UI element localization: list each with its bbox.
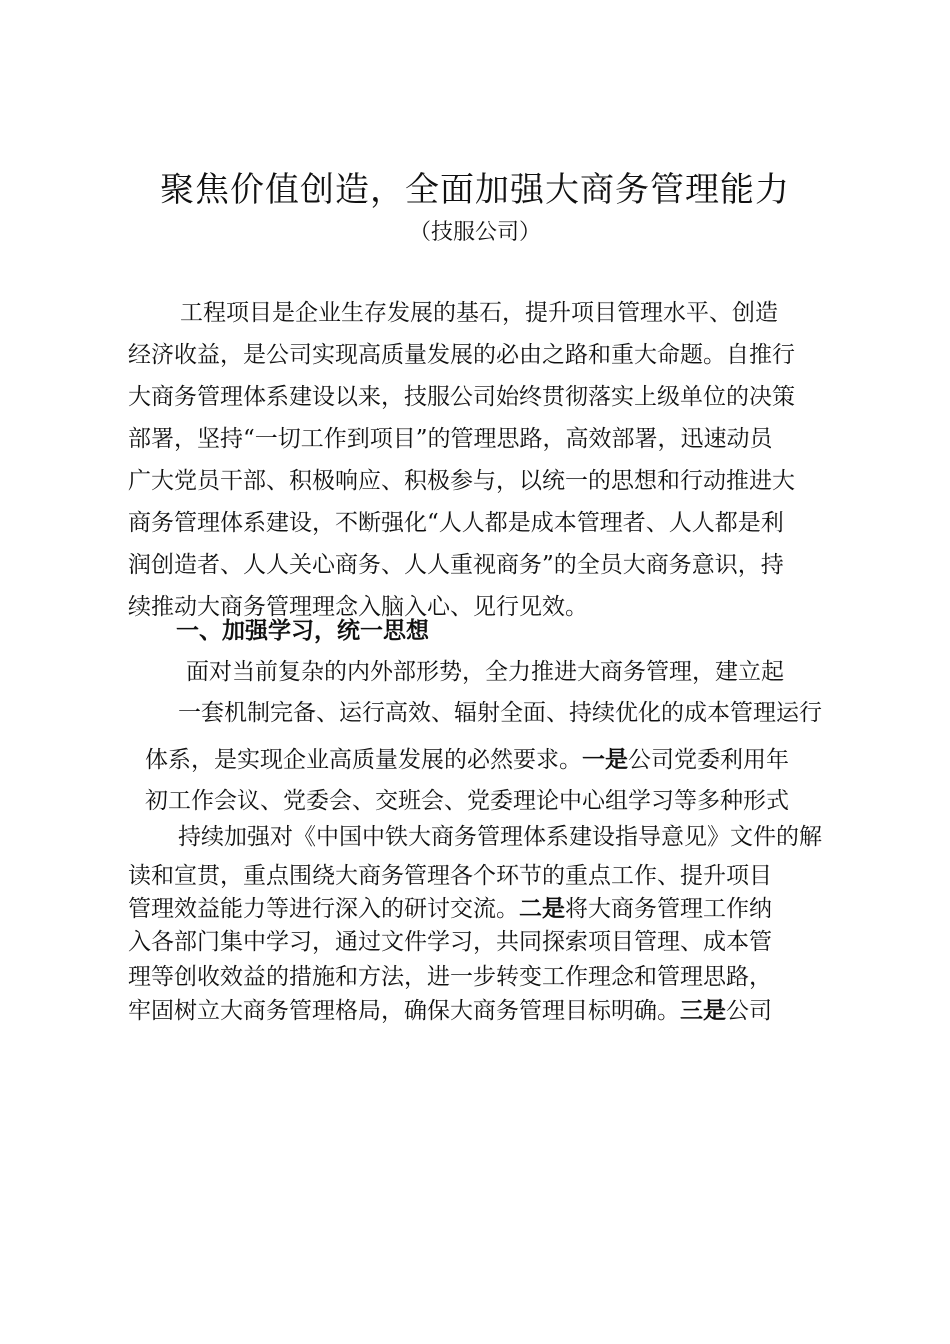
document-subtitle: （技服公司）	[408, 220, 541, 245]
paragraph-line	[145, 744, 789, 776]
paragraph-line: 一套机制完备、运行高效、辐射全面、持续优化的成本管理运行	[178, 700, 822, 726]
paragraph-text: 公司	[726, 998, 772, 1024]
paragraph-line: 读和宣贯，重点围绕大商务管理各个环节的重点工作、提升项目	[128, 863, 772, 889]
paragraph-line	[128, 893, 772, 925]
paragraph-line: 持续加强对《中国中铁大商务管理体系建设指导意见》文件的解	[178, 824, 822, 850]
paragraph-line: 大商务管理体系建设以来，技服公司始终贯彻落实上级单位的决策	[128, 384, 795, 410]
document-title: 聚焦价值创造，全面加强大商务管理能力	[160, 170, 790, 210]
paragraph-text: 体系，是实现企业高质量发展的必然要求。	[145, 747, 582, 773]
paragraph-line: 润创造者、人人关心商务、人人重视商务”的全员大商务意识，持	[128, 552, 784, 578]
emphasis-text: 三是	[680, 998, 726, 1024]
paragraph-text: 将大商务管理工作纳	[565, 896, 772, 922]
paragraph-line: 工程项目是企业生存发展的基石，提升项目管理水平、创造	[180, 300, 778, 326]
paragraph-line: 理等创收效益的措施和方法，进一步转变工作理念和管理思路，	[128, 964, 772, 990]
emphasis-text: 二是	[519, 896, 565, 922]
paragraph-text: 公司党委利用年	[628, 747, 789, 773]
paragraph-text: 管理效益能力等进行深入的研讨交流。	[128, 896, 519, 922]
section-heading: 一、加强学习，统一思想	[176, 618, 429, 644]
paragraph-text: 牢固树立大商务管理格局，确保大商务管理目标明确。	[128, 998, 680, 1024]
paragraph-line: 部署，坚持“一切工作到项目”的管理思路，高效部署，迅速动员	[128, 426, 773, 452]
paragraph-line: 商务管理体系建设，不断强化“人人都是成本管理者、人人都是利	[128, 510, 784, 536]
paragraph-line: 经济收益，是公司实现高质量发展的必由之路和重大命题。自推行	[128, 342, 795, 368]
paragraph-line: 入各部门集中学习，通过文件学习，共同探索项目管理、成本管	[128, 929, 772, 955]
paragraph-line	[128, 995, 772, 1027]
paragraph-line: 广大党员干部、积极响应、积极参与，以统一的思想和行动推进大	[128, 468, 795, 494]
emphasis-text: 一是	[582, 747, 628, 773]
paragraph-line: 初工作会议、党委会、交班会、党委理论中心组学习等多种形式	[145, 788, 789, 814]
paragraph-line: 面对当前复杂的内外部形势，全力推进大商务管理，建立起	[186, 659, 784, 685]
paragraph-line: 续推动大商务管理理念入脑入心、见行见效。	[128, 594, 588, 620]
